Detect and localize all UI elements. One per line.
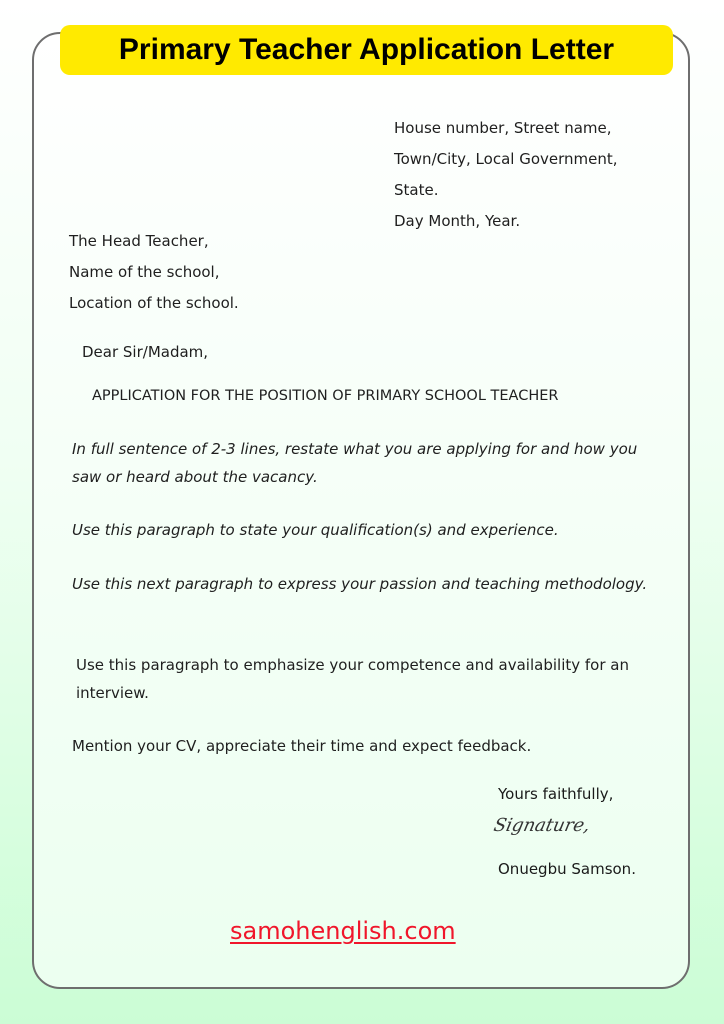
recipient-address: [69, 226, 239, 319]
sender-address-line: Town/City, Local Government,: [394, 150, 618, 168]
body-paragraph: Use this next paragraph to express your passion and teaching methodology.: [72, 575, 648, 593]
body-paragraph: In full sentence of 2-3 lines, restate what you are applying for and how you saw or heard about the vacancy.: [72, 440, 638, 486]
sender-address-line: State.: [394, 181, 439, 199]
title-banner: [60, 25, 673, 75]
body-paragraph: Use this paragraph to state your qualification(s) and experience.: [72, 521, 559, 539]
signer-name: Onuegbu Samson.: [498, 860, 636, 878]
sender-address: [394, 113, 618, 237]
sender-address-line: House number, Street name,: [394, 119, 612, 137]
signature: Signature,: [491, 815, 592, 836]
subject-line: APPLICATION FOR THE POSITION OF PRIMARY SCHOOL TEACHER: [92, 388, 559, 404]
recipient-address-line: The Head Teacher,: [69, 232, 209, 250]
recipient-address-line: Location of the school.: [69, 294, 239, 312]
sender-date-line: Day Month, Year.: [394, 212, 521, 230]
body-paragraph: Mention your CV, appreciate their time and expect feedback.: [72, 737, 532, 755]
salutation: Dear Sir/Madam,: [82, 343, 209, 361]
body-paragraph: Use this paragraph to emphasize your competence and availability for an interview.: [76, 656, 629, 702]
recipient-address-line: Name of the school,: [69, 263, 220, 281]
valediction: Yours faithfully,: [498, 785, 614, 803]
website-link[interactable]: samohenglish.com: [230, 917, 456, 945]
page-title: Primary Teacher Application Letter: [118, 33, 615, 66]
